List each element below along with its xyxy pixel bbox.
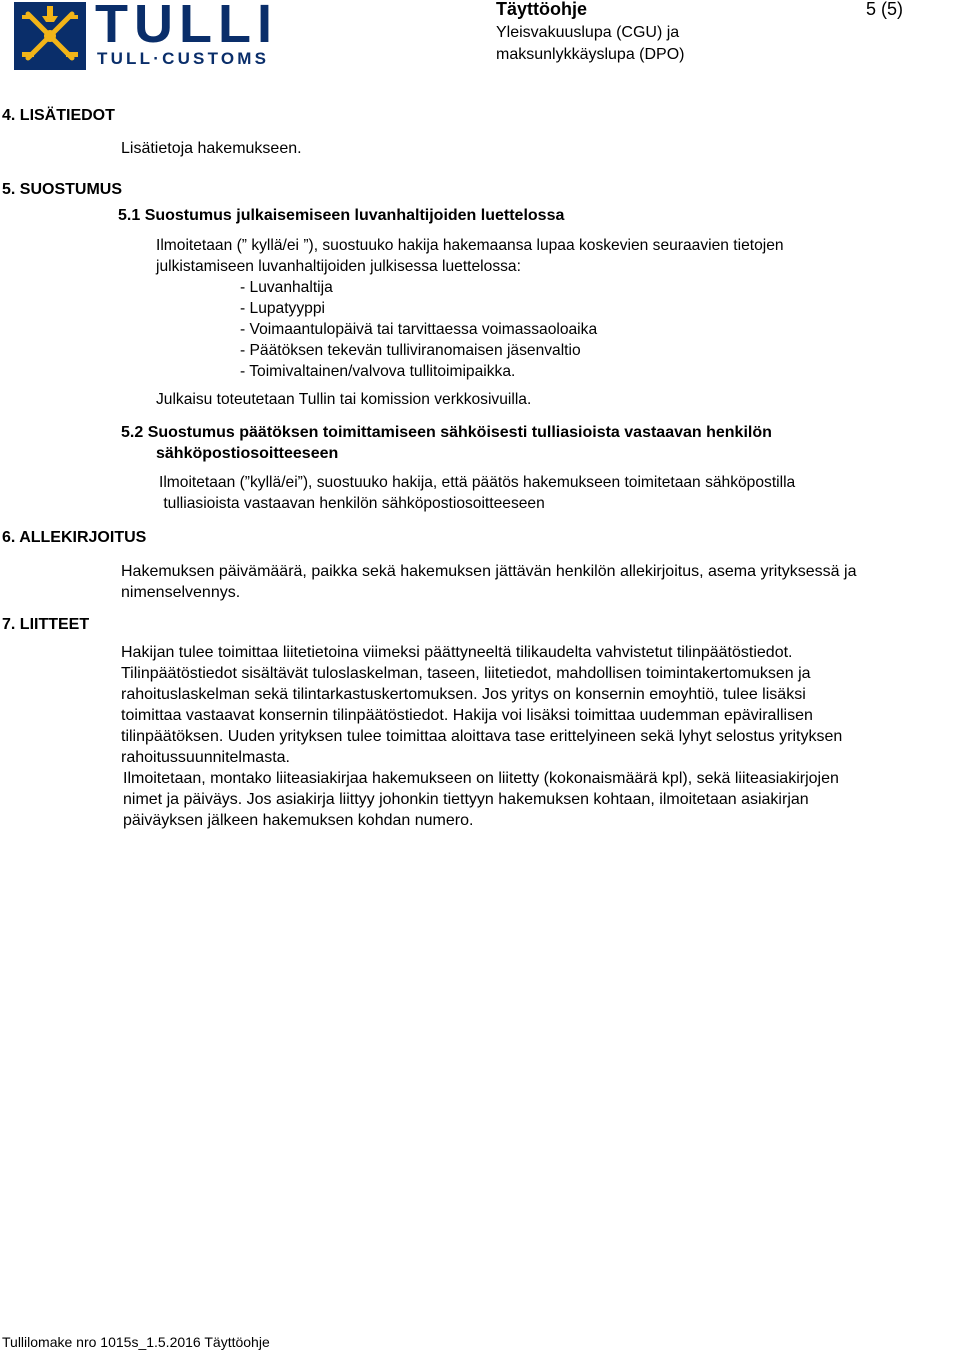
list-item: - Päätöksen tekevän tulliviranomaisen jäsenvaltio: [240, 342, 581, 359]
heading-allekirjoitus: 6. ALLEKIRJOITUS: [2, 529, 147, 546]
subheading-5-1: 5.1 Suostumus julkaisemiseen luvanhaltijoiden luettelossa: [118, 207, 565, 224]
heading-liitteet: 7. LIITTEET: [2, 616, 90, 633]
attachments-text-line: Tilinpäätöstiedot sisältävät tuloslaskelman, taseen, liitetiedot, mahdollisen toimintakertomuksen ja: [121, 665, 811, 682]
s51-description: [156, 235, 784, 277]
attachments-text-line: toimittaa vastaavat konsernin tilinpäätöstiedot. Hakija voi lisäksi toimittaa uudemman epävirallisen: [121, 707, 813, 724]
s51-description-line: julkistamiseen luvanhaltijoiden julkisessa luettelossa:: [156, 258, 521, 275]
s51-published-fields-list: [240, 277, 597, 382]
list-item: - Toimivaltainen/valvova tullitoimipaikka.: [240, 363, 516, 380]
logo-subtitle: TULL·CUSTOMS: [97, 49, 270, 68]
attachments-text-line: rahoitussuunnitelmasta.: [121, 749, 290, 766]
page-number: 5 (5): [866, 0, 904, 19]
list-item: - Luvanhaltija: [240, 279, 333, 296]
attachments-text-line: tilinpäätöksen. Uuden yrityksen tulee toimittaa aloittava tase erittelyineen sekä lyhyt selostus yrityksen: [121, 728, 843, 745]
attachments-text-line: Hakijan tulee toimittaa liitetietoina viimeksi päättyneeltä tilikaudelta vahvistetut tilinpäätöstiedot.: [121, 644, 793, 661]
subheading-5-2: 5.2 Suostumus päätöksen toimittamiseen sähköisesti tulliasioista vastaavan henkilön: [121, 424, 772, 441]
s51-publication-note: Julkaisu toteutetaan Tullin tai komission verkkosivuilla.: [156, 391, 532, 408]
signature-text: [121, 561, 856, 603]
signature-text-line: Hakemuksen päivämäärä, paikka sekä hakemuksen jättävän henkilön allekirjoitus, asema yrityksessä ja: [121, 563, 857, 580]
crossed-keys-emblem-icon: [14, 2, 86, 70]
heading-suostumus: 5. SUOSTUMUS: [2, 181, 123, 198]
logo-wordmark: TULLI: [95, 0, 278, 54]
signature-text-line: nimenselvennys.: [121, 584, 241, 601]
list-item: - Lupatyyppi: [240, 300, 325, 317]
attachments-instructions-line: nimet ja päiväys. Jos asiakirja liittyy johonkin tiettyyn hakemuksen kohtaan, ilmoitetaan asiakirjan: [123, 791, 809, 808]
heading-lisatiedot: 4. LISÄTIEDOT: [2, 107, 115, 124]
attachments-text: [121, 642, 842, 768]
document-subtitle-line-2: maksunlykkäyslupa (DPO): [496, 46, 685, 63]
attachments-text-line: rahoituslaskelman sekä tilintarkastuskertomuksen. Jos yritys on konsernin emoyhtiö, tulee lisäksi: [121, 686, 806, 703]
s52-description-line: tulliasioista vastaavan henkilön sähköpostiosoitteeseen: [159, 495, 545, 512]
document-subtitle-line-1: Yleisvakuuslupa (CGU) ja: [496, 24, 680, 41]
s52-description: [159, 472, 795, 514]
subheading-5-2-continued: sähköpostiosoitteeseen: [156, 445, 339, 462]
attachments-instructions-line: Ilmoitetaan, montako liiteasiakirjaa hakemukseen on liitetty (kokonaismäärä kpl), sekä liiteasiakirjojen: [123, 770, 839, 787]
attachments-instructions-line: päiväyksen jälkeen hakemuksen kohdan numero.: [123, 812, 474, 829]
s51-description-line: Ilmoitetaan (” kyllä/ei ”), suostuuko hakija hakemaansa lupaa koskevien seuraavien tietojen: [156, 237, 784, 254]
info-text: Lisätietoja hakemukseen.: [121, 140, 302, 157]
document-title: Täyttöohje: [496, 0, 588, 19]
attachments-list-instructions: [123, 768, 839, 831]
s52-description-line: Ilmoitetaan (”kyllä/ei”), suostuuko hakija, että päätös hakemukseen toimitetaan sähköpostilla: [159, 474, 796, 491]
list-item: - Voimaantulopäivä tai tarvittaessa voimassaoloaika: [240, 321, 598, 338]
page-footer: Tullilomake nro 1015s_1.5.2016 Täyttöohje: [2, 1334, 270, 1350]
